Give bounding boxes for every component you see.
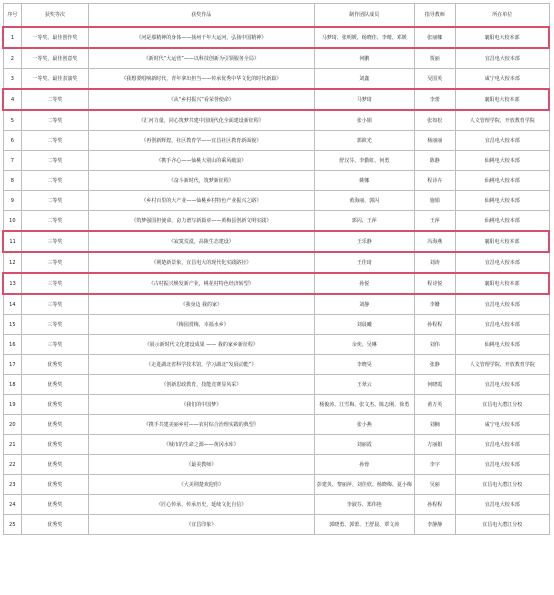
cell-team: 舒汉芬、李勤虹、何勇 [314, 151, 414, 171]
cell-award-level: 优秀奖 [22, 435, 88, 455]
cell-work: 《古村振兴焕发新产业，桃花村特色经济转型》 [88, 273, 314, 294]
cell-team: 彭建英、黎丽萍、刘佳欣、杨晓梅、夏小梅 [314, 475, 414, 495]
cell-work: 《我身边 我的家》 [88, 294, 314, 315]
cell-index: 12 [3, 252, 22, 273]
cell-work: 《新时代“大运营”——以科技创新为引领服务全局》 [88, 48, 314, 69]
cell-work: 《汇河力量，同心筑梦共建中国现代化全面建设新征程》 [88, 110, 314, 131]
cell-index: 7 [3, 151, 22, 171]
table-row [3, 335, 549, 355]
cell-unit: 宜昌电大校本部 [456, 252, 549, 273]
cell-work: 《寂寞荒漠，高陵生态建设》 [88, 231, 314, 252]
cell-teacher: 李静静 [414, 515, 456, 535]
table-row [3, 191, 549, 211]
cell-award-level: 优秀奖 [22, 455, 88, 475]
cell-unit: 宜昌电大校本部 [456, 48, 549, 69]
cell-teacher: 方丽娟 [414, 435, 456, 455]
cell-index: 19 [3, 395, 22, 415]
table-row [3, 315, 549, 335]
cell-unit: 宜昌电大潜江分校 [456, 475, 549, 495]
cell-unit: 宜昌电大校本部 [456, 294, 549, 315]
cell-unit: 宜昌电大校本部 [456, 315, 549, 335]
cell-work: 《携手齐心——仙桃大别山的乘风破浪》 [88, 151, 314, 171]
cell-work: 《最美教师》 [88, 455, 314, 475]
cell-index: 3 [3, 69, 22, 90]
cell-index: 1 [3, 27, 22, 48]
cell-award-level: 三等奖 [22, 315, 88, 335]
cell-unit: 宜昌电大校本部 [456, 455, 549, 475]
cell-award-level: 二等奖 [22, 191, 88, 211]
cell-index: 9 [3, 191, 22, 211]
cell-award-level: 二等奖 [22, 151, 88, 171]
cell-index: 17 [3, 355, 22, 375]
cell-team: 姚娜 [314, 171, 414, 191]
cell-award-level: 一等奖、最佳创意奖 [22, 48, 88, 69]
cell-work: 《荆楚新景象，宜昌电大的现代化实践路径》 [88, 252, 314, 273]
cell-unit: 宜昌电大校本部 [456, 435, 549, 455]
cell-team: 郭晓勇、郭蕾、王舒晨、覃文涛 [314, 515, 414, 535]
table-row [3, 252, 549, 273]
cell-team: 张小娟 [314, 110, 414, 131]
cell-unit: 襄阳电大校本部 [456, 89, 549, 110]
cell-work: 《走进湖北省科学技术馆，学习湖北“发展动能”》 [88, 355, 314, 375]
cell-team: 李淑芬、郑伟艳 [314, 495, 414, 515]
cell-award-level: 三等奖 [22, 231, 88, 252]
cell-work: 《携手共建美丽乡村——农村综合治理实践的典型》 [88, 415, 314, 435]
cell-teacher: 吴国英 [414, 69, 456, 90]
cell-index: 2 [3, 48, 22, 69]
cell-unit: 咸宁电大校本部 [456, 69, 549, 90]
header-row [3, 4, 549, 28]
table-row [3, 171, 549, 191]
cell-index: 21 [3, 435, 22, 455]
cell-team: 黄海丽、郭闪 [314, 191, 414, 211]
cell-team: 余奕、吴琳 [314, 335, 414, 355]
cell-unit: 襄阳电大校本部 [456, 231, 549, 252]
cell-index: 11 [3, 231, 22, 252]
cell-teacher: 王萍 [414, 211, 456, 232]
cell-teacher: 施娟 [414, 191, 456, 211]
cell-work: 《展示新时代文化建设成果 —— 我的家乡新征程》 [88, 335, 314, 355]
cell-award-level: 优秀奖 [22, 495, 88, 515]
header-teacher: 指导教师 [414, 4, 456, 28]
table-row [3, 151, 549, 171]
cell-award-level: 二等奖 [22, 89, 88, 110]
cell-teacher: 何晓霞 [414, 375, 456, 395]
cell-index: 22 [3, 455, 22, 475]
cell-team: 郭闪、王萍 [314, 211, 414, 232]
cell-index: 8 [3, 171, 22, 191]
cell-team: 李晓昊 [314, 355, 414, 375]
cell-award-level: 二等奖 [22, 211, 88, 232]
cell-index: 5 [3, 110, 22, 131]
cell-teacher: 冯海燕 [414, 231, 456, 252]
cell-work: 《河是那精神的身体——扬州千年大运河，弘扬中国精神》 [88, 27, 314, 48]
cell-teacher: 刘楠 [414, 415, 456, 435]
table-row [3, 495, 549, 515]
table-body [3, 27, 549, 535]
table-row [3, 395, 549, 415]
table-row [3, 231, 549, 252]
cell-index: 10 [3, 211, 22, 232]
cell-team: 刘晨曦 [314, 315, 414, 335]
cell-award-level: 优秀奖 [22, 355, 88, 375]
cell-teacher: 吴丽 [414, 475, 456, 495]
cell-work: 《再创新辉煌，社区教育学——宜昌社区教育新面貌》 [88, 131, 314, 151]
cell-unit: 仙桃电大校本部 [456, 191, 549, 211]
cell-award-level: 优秀奖 [22, 375, 88, 395]
cell-team: 张小燕 [314, 415, 414, 435]
cell-work: 《城市的生命之源——黄冈水库》 [88, 435, 314, 455]
cell-work: 《乡村百里的大产业——仙桃乡村特色产业振兴之路》 [88, 191, 314, 211]
cell-teacher: 程诗悦 [414, 273, 456, 294]
cell-teacher: 张如松 [414, 110, 456, 131]
cell-work: 《我们的中国梦》 [88, 395, 314, 415]
cell-award-level: 一等奖、最佳创作奖 [22, 27, 88, 48]
table-row [3, 27, 549, 48]
table-row [3, 48, 549, 69]
cell-index: 6 [3, 131, 22, 151]
cell-teacher: 李姗 [414, 294, 456, 315]
cell-award-level: 优秀奖 [22, 475, 88, 495]
cell-team: 马梦琦 [314, 89, 414, 110]
cell-teacher: 张静 [414, 355, 456, 375]
cell-work: 《宜昌印象》 [88, 515, 314, 535]
cell-teacher: 刘涛 [414, 252, 456, 273]
cell-teacher: 刘伟 [414, 335, 456, 355]
cell-unit: 仙桃电大校本部 [456, 171, 549, 191]
cell-unit: 宜昌电大校本部 [456, 131, 549, 151]
cell-team: 何鹏 [314, 48, 414, 69]
cell-unit: 仙桃电大校本部 [456, 151, 549, 171]
cell-award-level: 二等奖 [22, 110, 88, 131]
table-row [3, 131, 549, 151]
cell-teacher: 贾丽 [414, 48, 456, 69]
cell-team: 王乐静 [314, 231, 414, 252]
cell-work: 《从“乡村振兴”看荣誉使命》 [88, 89, 314, 110]
cell-team: 孙蓉 [314, 455, 414, 475]
table-row [3, 455, 549, 475]
header-work: 获奖作品 [88, 4, 314, 28]
table-row [3, 273, 549, 294]
table-row [3, 375, 549, 395]
cell-index: 18 [3, 375, 22, 395]
cell-teacher: 程诗卉 [414, 171, 456, 191]
cell-index: 20 [3, 415, 22, 435]
header-award-level: 获奖等次 [22, 4, 88, 28]
cell-award-level: 二等奖 [22, 171, 88, 191]
cell-teacher: 陈静 [414, 151, 456, 171]
award-table [2, 3, 550, 535]
cell-team: 王佳琦 [314, 252, 414, 273]
table-row [3, 515, 549, 535]
cell-index: 16 [3, 335, 22, 355]
cell-team: 杨俊涛、江雪梅、张文杰、陈志刚、徐勇 [314, 395, 414, 415]
table-row [3, 294, 549, 315]
cell-award-level: 优秀奖 [22, 415, 88, 435]
cell-index: 24 [3, 495, 22, 515]
table-row [3, 69, 549, 90]
cell-team: 孙悦 [314, 273, 414, 294]
cell-index: 14 [3, 294, 22, 315]
cell-index: 23 [3, 475, 22, 495]
cell-team: 马梦琦、张明媛、杨晓佳、李晴、邓媛 [314, 27, 414, 48]
cell-unit: 襄阳电大校本部 [456, 273, 549, 294]
cell-teacher: 杨丽丽 [414, 131, 456, 151]
header-unit: 所在单位 [456, 4, 549, 28]
cell-work: 《奋斗新时代，筑梦新征程》 [88, 171, 314, 191]
cell-team: 刘鑫 [314, 69, 414, 90]
cell-unit: 仙桃电大校本部 [456, 335, 549, 355]
table-row [3, 110, 549, 131]
header-index: 序号 [3, 4, 22, 28]
cell-award-level: 三等奖 [22, 273, 88, 294]
cell-award-level: 三等奖 [22, 294, 88, 315]
cell-teacher: 黄万英 [414, 395, 456, 415]
cell-award-level: 优秀奖 [22, 395, 88, 415]
cell-unit: 咸宁电大校本部 [456, 415, 549, 435]
cell-teacher: 李蕾 [414, 89, 456, 110]
cell-work: 《大美荆楚欢迎你》 [88, 475, 314, 495]
cell-award-level: 优秀奖 [22, 515, 88, 535]
table-row [3, 89, 549, 110]
cell-teacher: 孙程程 [414, 495, 456, 515]
cell-unit: 人文管理学院、开放教育学院 [456, 110, 549, 131]
cell-unit: 宜昌电大潜江分校 [456, 395, 549, 415]
cell-work: 《匠心传承，传承历史，延续文化自信》 [88, 495, 314, 515]
cell-team: 刘静 [314, 294, 414, 315]
cell-work: 《创新思政教育，技能竞赛显风采》 [88, 375, 314, 395]
cell-unit: 仙桃电大校本部 [456, 211, 549, 232]
cell-team: 王翠云 [314, 375, 414, 395]
cell-team: 刘丽霞 [314, 435, 414, 455]
cell-team: 郭筱光 [314, 131, 414, 151]
cell-unit: 宜昌电大校本部 [456, 375, 549, 395]
cell-award-level: 三等奖 [22, 335, 88, 355]
header-team: 制作团队成员 [314, 4, 414, 28]
cell-index: 4 [3, 89, 22, 110]
cell-unit: 宜昌电大潜江分校 [456, 515, 549, 535]
cell-unit: 宜昌电大校本部 [456, 495, 549, 515]
cell-teacher: 李宇 [414, 455, 456, 475]
table-row [3, 475, 549, 495]
cell-index: 13 [3, 273, 22, 294]
cell-unit: 人文管理学院、开放教育学院 [456, 355, 549, 375]
cell-award-level: 三等奖 [22, 252, 88, 273]
cell-work: 《筑梦强国担使命，奋力谱写新篇章——黄梅县创新文明实践》 [88, 211, 314, 232]
table-row [3, 435, 549, 455]
cell-work: 《梅园赏梅，幸福水乡》 [88, 315, 314, 335]
cell-unit: 襄阳电大校本部 [456, 27, 549, 48]
cell-award-level: 一等奖、最佳表演奖 [22, 69, 88, 90]
cell-index: 15 [3, 315, 22, 335]
cell-work: 《我想要唱响新时代，青年拿出担当——传承优秀中华文化的时代新篇》 [88, 69, 314, 90]
table-row [3, 211, 549, 232]
table-row [3, 355, 549, 375]
table-row [3, 415, 549, 435]
cell-teacher: 孙程程 [414, 315, 456, 335]
cell-index: 25 [3, 515, 22, 535]
cell-award-level: 二等奖 [22, 131, 88, 151]
cell-teacher: 张丽娜 [414, 27, 456, 48]
